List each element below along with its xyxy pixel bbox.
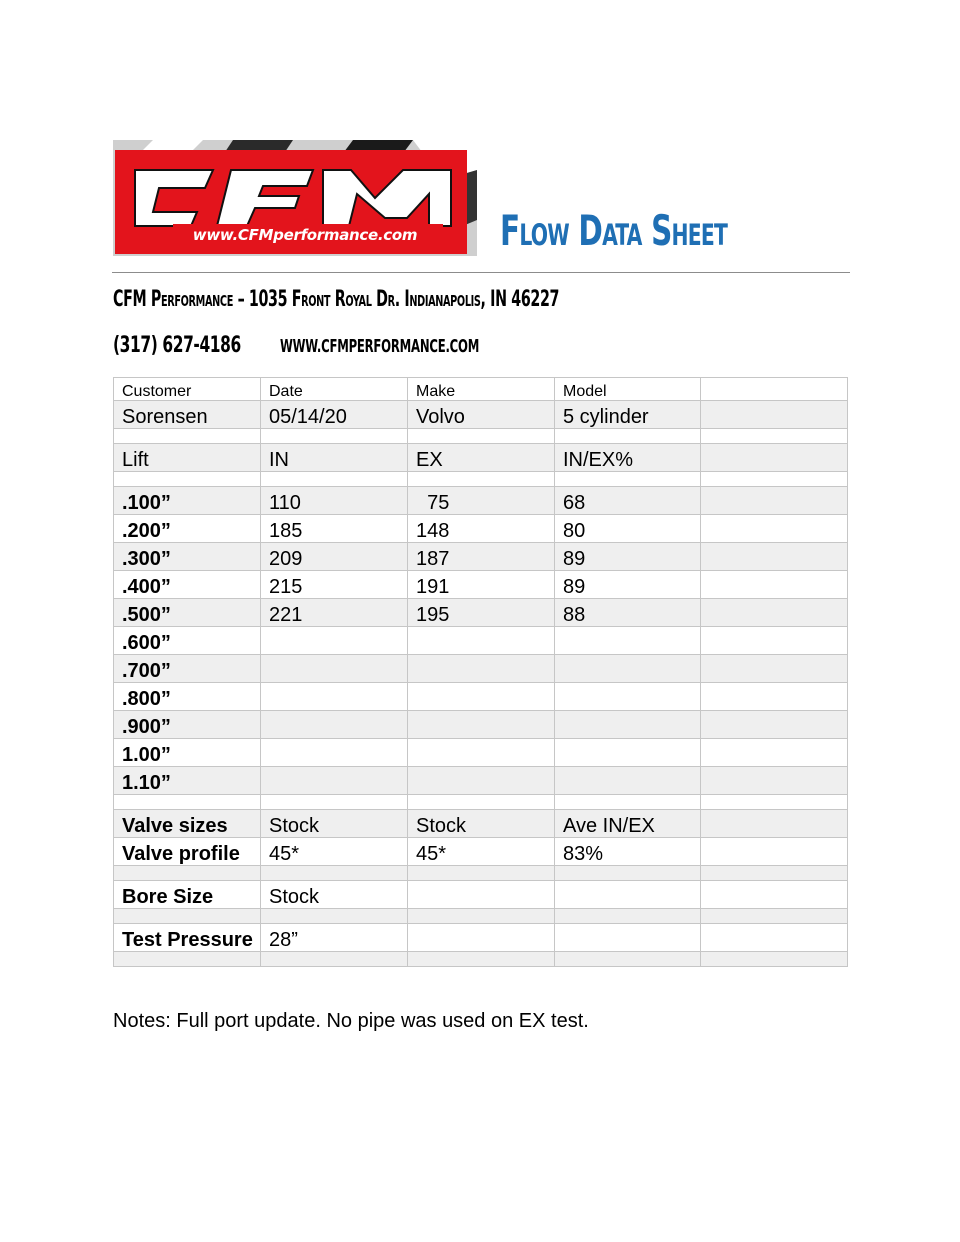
table-cell: IN bbox=[261, 444, 408, 472]
table-cell: .100” bbox=[114, 487, 261, 515]
valve-sizes-row bbox=[114, 810, 848, 838]
table-cell: 5 cylinder bbox=[555, 401, 701, 429]
spacer-row bbox=[114, 909, 848, 924]
table-cell bbox=[408, 924, 555, 952]
table-cell: .200” bbox=[114, 515, 261, 543]
table-cell bbox=[408, 711, 555, 739]
table-cell: 45* bbox=[408, 838, 555, 866]
table-cell: Customer bbox=[114, 378, 261, 401]
table-cell bbox=[261, 711, 408, 739]
table-cell bbox=[701, 444, 848, 472]
table-cell bbox=[408, 683, 555, 711]
table-cell bbox=[701, 378, 848, 401]
spacer-row bbox=[114, 866, 848, 881]
table-cell: 195 bbox=[408, 599, 555, 627]
table-cell: Bore Size bbox=[114, 881, 261, 909]
table-cell: 221 bbox=[261, 599, 408, 627]
table-cell bbox=[261, 739, 408, 767]
flow-row bbox=[114, 515, 848, 543]
table-cell: .800” bbox=[114, 683, 261, 711]
flow-row bbox=[114, 571, 848, 599]
table-cell: 89 bbox=[555, 571, 701, 599]
table-cell: .900” bbox=[114, 711, 261, 739]
table-cell bbox=[701, 627, 848, 655]
flow-row bbox=[114, 711, 848, 739]
flow-row bbox=[114, 767, 848, 795]
table-cell bbox=[701, 401, 848, 429]
spacer-row bbox=[114, 952, 848, 967]
table-cell: 185 bbox=[261, 515, 408, 543]
table-cell bbox=[701, 767, 848, 795]
flow-row bbox=[114, 599, 848, 627]
table-cell: .700” bbox=[114, 655, 261, 683]
table-cell: Stock bbox=[261, 881, 408, 909]
table-cell: Stock bbox=[408, 810, 555, 838]
table-cell: 1.10” bbox=[114, 767, 261, 795]
test-pressure-row bbox=[114, 924, 848, 952]
valve-profile-row bbox=[114, 838, 848, 866]
contact-line bbox=[113, 333, 480, 358]
table-cell bbox=[701, 515, 848, 543]
page-title: Flow Data Sheet bbox=[500, 206, 728, 255]
table-cell: 88 bbox=[555, 599, 701, 627]
table-cell bbox=[701, 810, 848, 838]
flow-row bbox=[114, 487, 848, 515]
table-cell: 75 bbox=[408, 487, 555, 515]
table-cell bbox=[555, 627, 701, 655]
flow-data-table bbox=[113, 377, 848, 967]
table-cell: .400” bbox=[114, 571, 261, 599]
table-cell: 89 bbox=[555, 543, 701, 571]
cfm-logo bbox=[113, 140, 477, 256]
table-cell bbox=[261, 767, 408, 795]
table-cell: 209 bbox=[261, 543, 408, 571]
header-divider bbox=[112, 272, 850, 273]
table-cell: .300” bbox=[114, 543, 261, 571]
table-cell: .500” bbox=[114, 599, 261, 627]
table-cell bbox=[408, 627, 555, 655]
table-cell: 45* bbox=[261, 838, 408, 866]
table-cell: 1.00” bbox=[114, 739, 261, 767]
table-cell bbox=[701, 838, 848, 866]
table-cell: 83% bbox=[555, 838, 701, 866]
flow-row bbox=[114, 627, 848, 655]
table-cell: 05/14/20 bbox=[261, 401, 408, 429]
table-cell: Valve profile bbox=[114, 838, 261, 866]
table-cell: Test Pressure bbox=[114, 924, 261, 952]
table-cell: .600” bbox=[114, 627, 261, 655]
info-header-row bbox=[114, 378, 848, 401]
table-cell bbox=[701, 487, 848, 515]
table-cell bbox=[701, 599, 848, 627]
table-cell bbox=[701, 924, 848, 952]
table-cell: Ave IN/EX bbox=[555, 810, 701, 838]
flow-row bbox=[114, 543, 848, 571]
table-cell: 80 bbox=[555, 515, 701, 543]
table-cell bbox=[701, 739, 848, 767]
logo-url: www.CFMperformance.com bbox=[192, 226, 418, 244]
table-cell: 148 bbox=[408, 515, 555, 543]
table-cell: Model bbox=[555, 378, 701, 401]
table-cell bbox=[555, 767, 701, 795]
table-cell: 110 bbox=[261, 487, 408, 515]
flow-row bbox=[114, 655, 848, 683]
table-cell bbox=[701, 571, 848, 599]
table-cell bbox=[261, 683, 408, 711]
table-cell: Date bbox=[261, 378, 408, 401]
info-value-row bbox=[114, 401, 848, 429]
table-cell bbox=[555, 711, 701, 739]
spacer-row bbox=[114, 795, 848, 810]
table-cell: Lift bbox=[114, 444, 261, 472]
table-cell bbox=[701, 655, 848, 683]
table-cell bbox=[701, 543, 848, 571]
flow-header-row bbox=[114, 444, 848, 472]
table-cell bbox=[555, 739, 701, 767]
table-cell: 68 bbox=[555, 487, 701, 515]
table-cell: 215 bbox=[261, 571, 408, 599]
table-cell bbox=[701, 881, 848, 909]
phone-number: (317) 627-4186 bbox=[113, 333, 241, 358]
table-cell bbox=[408, 655, 555, 683]
table-cell bbox=[555, 683, 701, 711]
website-link[interactable]: WWW.CFMPERFORMANCE.COM bbox=[280, 336, 480, 357]
table-cell: IN/EX% bbox=[555, 444, 701, 472]
notes-text: Notes: Full port update. No pipe was used on EX test. bbox=[113, 1010, 589, 1032]
table-cell: Volvo bbox=[408, 401, 555, 429]
table-cell: 28” bbox=[261, 924, 408, 952]
flow-rows bbox=[114, 487, 848, 795]
bore-size-row bbox=[114, 881, 848, 909]
flow-row bbox=[114, 683, 848, 711]
table-cell: Stock bbox=[261, 810, 408, 838]
flow-row bbox=[114, 739, 848, 767]
table-cell: Make bbox=[408, 378, 555, 401]
table-cell: 187 bbox=[408, 543, 555, 571]
table-cell: Sorensen bbox=[114, 401, 261, 429]
table-cell bbox=[261, 627, 408, 655]
table-cell: 191 bbox=[408, 571, 555, 599]
table-cell bbox=[408, 881, 555, 909]
table-cell bbox=[701, 683, 848, 711]
spacer-row bbox=[114, 472, 848, 487]
table-cell bbox=[261, 655, 408, 683]
table-cell bbox=[555, 655, 701, 683]
company-address: CFM Performance – 1035 Front Royal Dr. Indianapolis, IN 46227 bbox=[113, 287, 560, 312]
table-cell bbox=[408, 739, 555, 767]
table-cell bbox=[408, 767, 555, 795]
spacer-row bbox=[114, 429, 848, 444]
table-cell: Valve sizes bbox=[114, 810, 261, 838]
table-cell bbox=[555, 924, 701, 952]
table-cell: EX bbox=[408, 444, 555, 472]
table-cell bbox=[701, 711, 848, 739]
table-cell bbox=[555, 881, 701, 909]
